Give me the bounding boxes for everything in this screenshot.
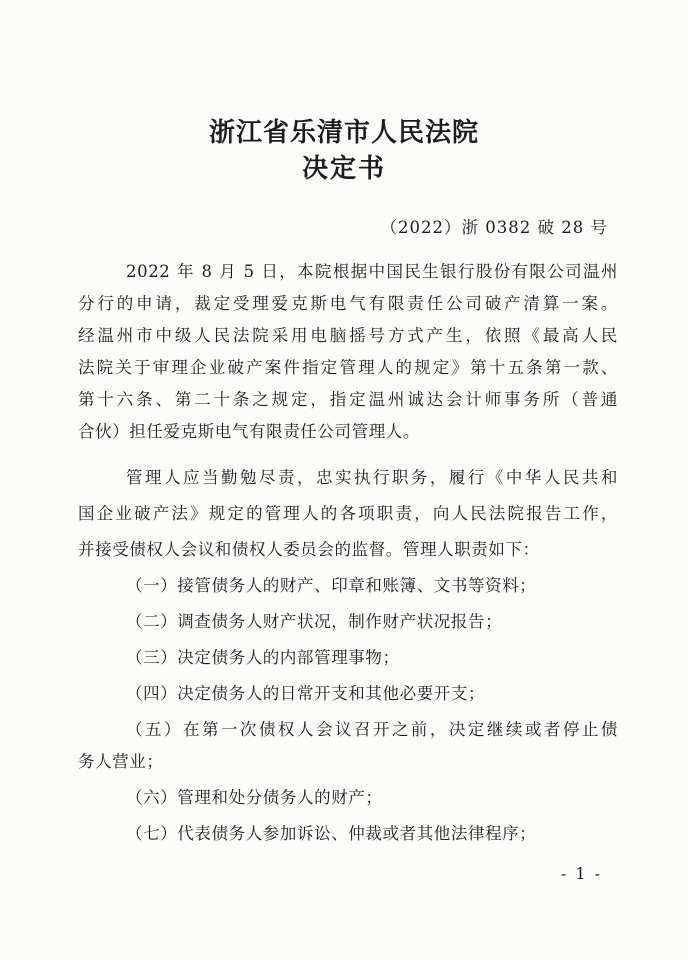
duty-item: （一）接管债务人的财产、印章和账簿、文书等资料；: [126, 576, 537, 595]
duty-item: （四）决定债务人的日常开支和其他必要开支；: [126, 684, 486, 703]
page-number: - 1 -: [560, 864, 602, 883]
duty-item: （二）调查债务人财产状况，制作财产状况报告；: [126, 612, 503, 631]
paragraph-line: 并接受债权人会议和债权人委员会的监督。管理人职责如下：: [78, 540, 540, 559]
duty-item: （三）决定债务人的内部管理事物；: [126, 648, 400, 667]
paragraph-line: 合伙）担任爱克斯电气有限责任公司管理人。: [78, 422, 420, 441]
document-type-heading: 决定书: [301, 154, 386, 184]
duty-item: （五）在第一次债权人会议召开之前，决定继续或者停止债: [126, 720, 618, 739]
paragraph-line: 法院关于审理企业破产案件指定管理人的规定》第十五条第一款、: [78, 358, 618, 377]
duty-item-continued: 务人营业；: [78, 752, 164, 771]
paragraph-line: 经温州市中级人民法院采用电脑摇号方式产生，依照《最高人民: [78, 326, 618, 345]
duty-item: （六）管理和处分债务人的财产；: [126, 788, 383, 807]
duty-item: （七）代表债务人参加诉讼、仲裁或者其他法律程序；: [126, 824, 537, 843]
paragraph-line: 管理人应当勤勉尽责，忠实执行职务，履行《中华人民共和: [126, 468, 618, 487]
paragraph-line: 第十六条、第二十条之规定，指定温州诚达会计师事务所（普通: [78, 390, 618, 409]
paragraph-line: 国企业破产法》规定的管理人的各项职责，向人民法院报告工作，: [78, 504, 618, 523]
case-number: （2022）浙 0382 破 28 号: [380, 218, 608, 237]
court-name-heading: 浙江省乐清市人民法院: [208, 118, 479, 148]
paragraph-line: 2022 年 8 月 5 日，本院根据中国民生银行股份有限公司温州: [126, 262, 618, 281]
paragraph-line: 分行的申请，裁定受理爱克斯电气有限责任公司破产清算一案。: [78, 294, 618, 313]
